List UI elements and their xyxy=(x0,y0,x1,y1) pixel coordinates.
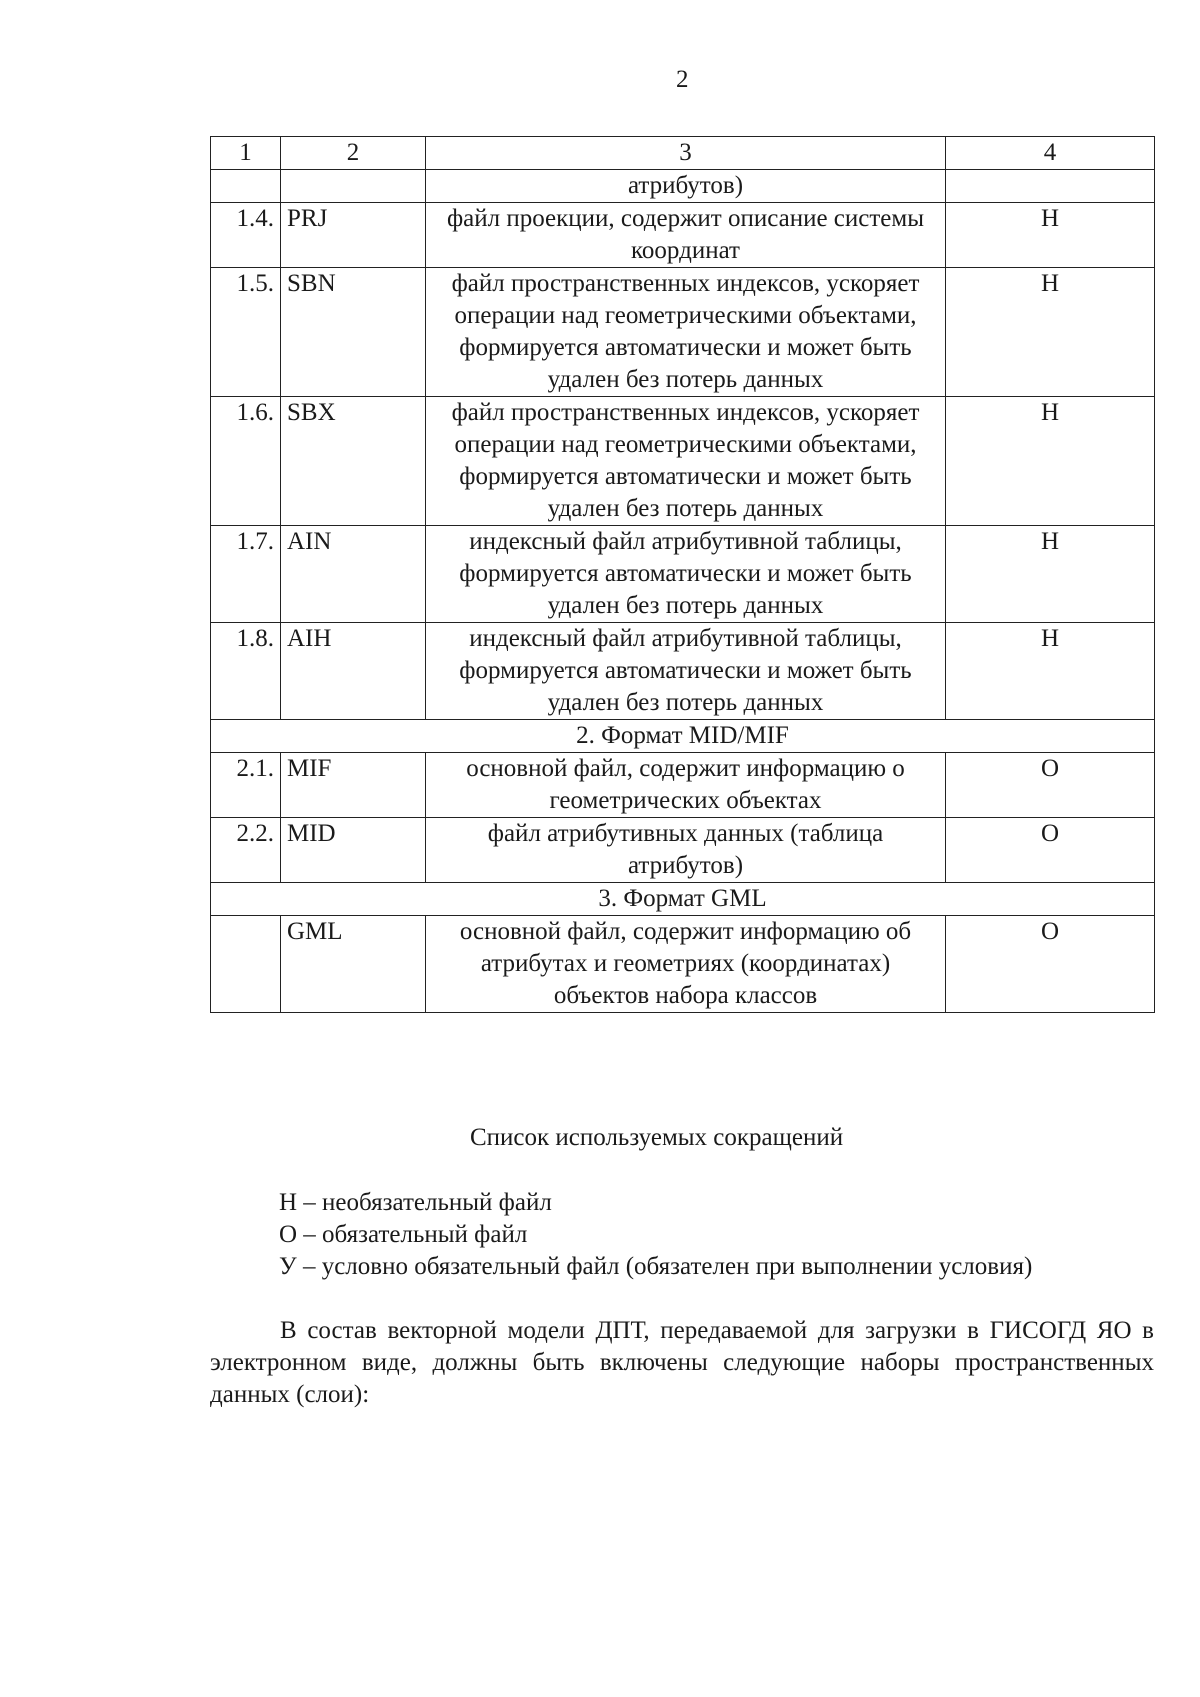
file-extension: PRJ xyxy=(281,203,426,268)
row-number xyxy=(211,916,281,1013)
abbreviation-item: У – условно обязательный файл (обязателен при выполнении условия) xyxy=(279,1253,1033,1280)
header-col-3: 3 xyxy=(426,137,946,170)
file-extension: MIF xyxy=(281,753,426,818)
table-row xyxy=(211,526,1155,623)
file-extension: AIN xyxy=(281,526,426,623)
table-row xyxy=(211,623,1155,720)
file-extension: GML xyxy=(281,916,426,1013)
row-number xyxy=(211,170,281,203)
file-extension: SBN xyxy=(281,268,426,397)
file-extension: AIH xyxy=(281,623,426,720)
abbreviations-list xyxy=(279,1187,1032,1283)
requirement-code: Н xyxy=(946,397,1155,526)
table-header-row xyxy=(211,137,1155,170)
requirement-code: Н xyxy=(946,526,1155,623)
row-number: 1.7. xyxy=(211,526,281,623)
file-description: файл пространственных индексов, ускоряет операции над геометрическими объектами, формируется автоматически и может быть удален без потерь данных xyxy=(426,397,946,526)
file-description: индексный файл атрибутивной таблицы, формируется автоматически и может быть удален без потерь данных xyxy=(426,526,946,623)
file-description: основной файл, содержит информацию об атрибутах и геометриях (координатах) объектов набора классов xyxy=(426,916,946,1013)
file-extension xyxy=(281,170,426,203)
table-row xyxy=(211,170,1155,203)
table-row xyxy=(211,397,1155,526)
abbreviation-item: Н – необязательный файл xyxy=(279,1189,552,1216)
row-number: 1.5. xyxy=(211,268,281,397)
header-col-2: 2 xyxy=(281,137,426,170)
section-row xyxy=(211,720,1155,753)
abbreviation-item: О – обязательный файл xyxy=(279,1221,528,1248)
requirement-code: О xyxy=(946,916,1155,1013)
body-paragraph: В состав векторной модели ДПТ, передаваемой для загрузки в ГИСОГД ЯО в электронном виде, должны быть включены следующие наборы пространственных данных (слои): xyxy=(210,1317,1154,1408)
table-row xyxy=(211,818,1155,883)
table-row xyxy=(211,916,1155,1013)
file-description: основной файл, содержит информацию о геометрических объектах xyxy=(426,753,946,818)
table-row xyxy=(211,203,1155,268)
row-number: 1.8. xyxy=(211,623,281,720)
file-description: файл пространственных индексов, ускоряет операции над геометрическими объектами, формируется автоматически и может быть удален без потерь данных xyxy=(426,268,946,397)
file-format-table xyxy=(210,136,1155,1013)
file-description: индексный файл атрибутивной таблицы, формируется автоматически и может быть удален без потерь данных xyxy=(426,623,946,720)
file-extension: MID xyxy=(281,818,426,883)
section-title: 2. Формат MID/MIF xyxy=(211,720,1155,753)
file-description: файл проекции, содержит описание системы координат xyxy=(426,203,946,268)
row-number: 1.4. xyxy=(211,203,281,268)
table-row xyxy=(211,268,1155,397)
header-col-1: 1 xyxy=(211,137,281,170)
requirement-code: Н xyxy=(946,623,1155,720)
file-description: атрибутов) xyxy=(426,170,946,203)
requirement-code: О xyxy=(946,753,1155,818)
row-number: 1.6. xyxy=(211,397,281,526)
row-number: 2.1. xyxy=(211,753,281,818)
row-number: 2.2. xyxy=(211,818,281,883)
requirement-code: Н xyxy=(946,203,1155,268)
requirement-code: О xyxy=(946,818,1155,883)
table-row xyxy=(211,753,1155,818)
section-row xyxy=(211,883,1155,916)
requirement-code: Н xyxy=(946,268,1155,397)
file-extension: SBX xyxy=(281,397,426,526)
section-title: 3. Формат GML xyxy=(211,883,1155,916)
file-description: файл атрибутивных данных (таблица атрибутов) xyxy=(426,818,946,883)
header-col-4: 4 xyxy=(946,137,1155,170)
requirement-code xyxy=(946,170,1155,203)
